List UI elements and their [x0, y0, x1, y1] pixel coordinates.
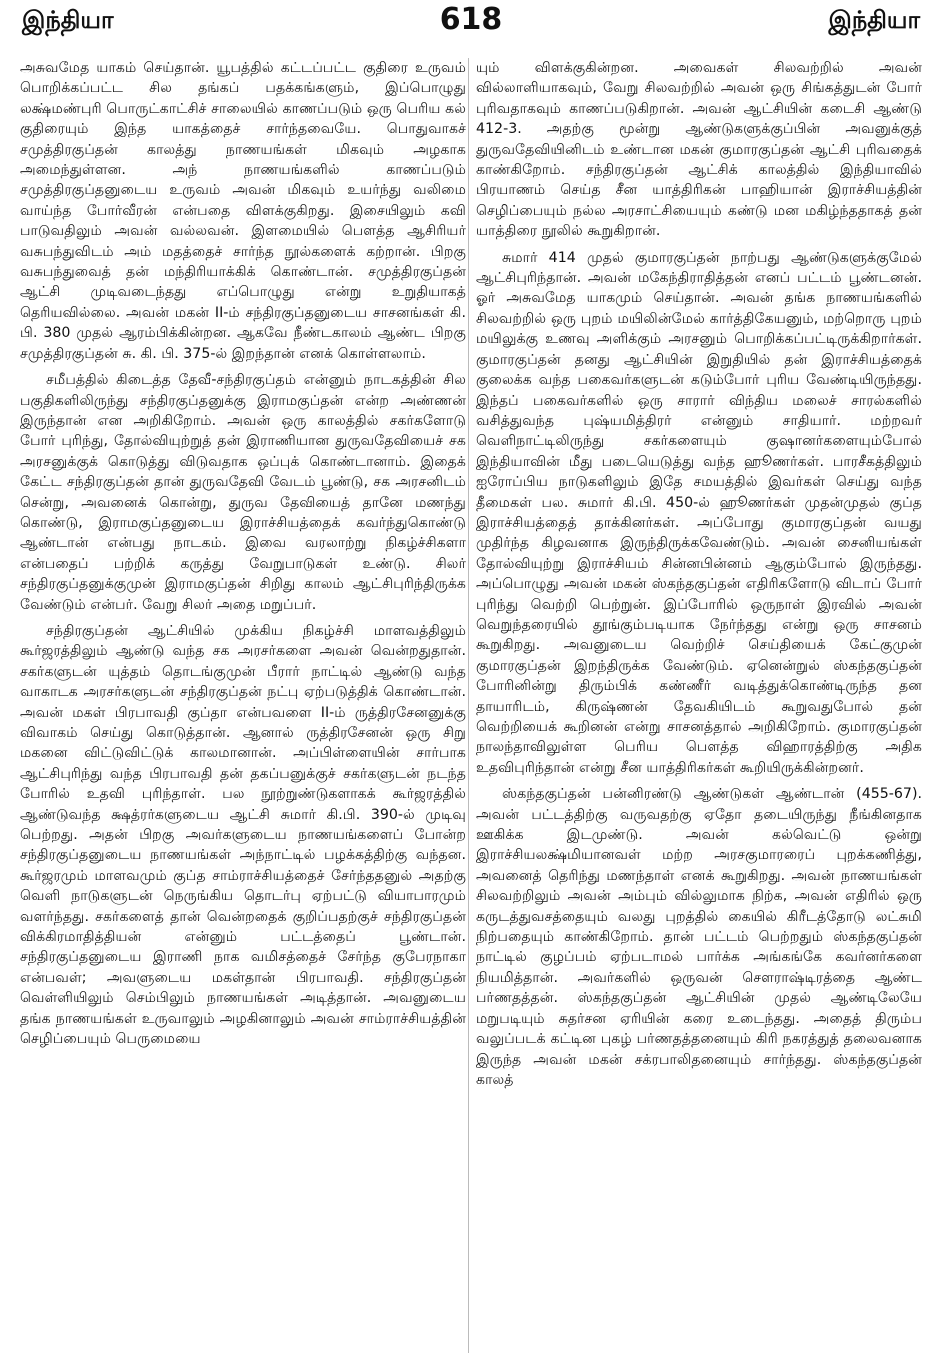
paragraph: சுமார் 414 முதல் குமாரகுப்தன் நாற்பது ஆண்டுகளுக்குமேல் ஆட்சிபுரிந்தான். அவன் மகேந்திராதித்தன் எனப் பட்டம் பூண்டனன். ஓர் அசுவமேத யாகமும் செய்தான். அவன் தங்க நாணயங்களில் சிலவற்றில் ஒரு புறம் மயிலின்மேல் கார்த்திகேயனும், மற்றொரு புறம் மயிலுக்கு உணவு அளிக்கும் அரசனும் பொறிக்கப்பட்டிருக்கிறார்கள். குமாரகுப்தன் தனது ஆட்சியின் இறுதியில் தன் இராச்சியத்தைக் குலைக்க வந்த பகைவர்களுடன் கடும்போர் புரிய வேண்டியிருந்தது. இந்தப் பகைவர்களில் ஒரு சாரார் விந்திய மலைச் சாரல்களில் வசித்துவந்த புஷ்யமித்திரர் என்னும் சாதியார். மற்றவர் வெளிநாட்டிலிருந்து சகர்களையும் குஷானர்களையும்போல் இந்தியாவின் மீது படையெடுத்து வந்த ஹூணர்கள். பாரசீகத்திலும் ஐரோப்பிய நாடுகளிலும் இதே சமயத்தில் இவர்கள் செய்து வந்த தீமைகள் பல. சுமார் கி.பி. 450-ல் ஹூணர்கள் முதன்முதல் குப்த இராச்சியத்தைத் தாக்கினர்கள். அப்போது குமாரகுப்தன் வயது முதிர்ந்த கிழவனாக இருந்திருக்கவேண்டும். அவன் சைனியங்கள் தோல்வியுற்று இராச்சியம் சின்னபின்னம் ஆகும்போல் இருந்தது. அப்பொழுது அவன் மகன் ஸ்கந்தகுப்தன் எதிரிகளோடு விடாப் போர் புரிந்து வெற்றி பெற்றுன். இப்போரில் ஒருநாள் இரவில் அவன் வெறுந்தரையில் தூங்கும்படியாக நேர்ந்தது என்று ஒரு சாசனம் கூறுகிறது. அவனுடைய வெற்றிச் செய்தியைக் கேட்குமுன் குமாரகுப்தன் இறந்திருக்க வேண்டும். ஏனென்றுல் ஸ்கந்தகுப்தன் போரினின்று திரும்பிக் கண்ணீர் வடித்துக்கொண்டிருந்த தன தாயாரிடம், கிருஷ்ணன் தேவகியிடம் கூறுவதுபோல் தன் வெற்றியைக் கூறினன் என்று சாசனத்தால் அறிகிறோம். குமாரகுப்தன் நாலந்தாவிலுள்ள பெரிய பௌத்த விஹாரத்திற்கு அதிக உதவிபுரிந்தான் என்று சீன யாத்திரிகர்கள் கூறியிருக்கின்றனர். — [476, 249, 922, 776]
running-head-right: இந்தியா — [828, 6, 920, 34]
paragraph: ஸ்கந்தகுப்தன் பன்னிரண்டு ஆண்டுகள் ஆண்டான் (455-67). அவன் பட்டத்திற்கு வருவதற்கு ஏதோ தடையிருந்து நீங்கினதாக ஊகிக்க இடமுண்டு. அவன் கல்வெட்டு ஒன்று இராச்சியலக்ஷ்மியானவள் மற்ற அரசகுமாரரைப் புறக்கணித்து, அவனைத் தெரிந்து மணந்தாள் எனக் கூறுகிறது. அவன் நாணயங்கள் சிலவற்றிலும் அவன் அம்பும் வில்லுமாக நிற்க, அவன் எதிரில் ஒரு கருடத்துவசத்தையும் வலது புறத்தில் கையில் கிரீடத்தோடு லட்சுமி நிற்பதையும் காண்கிறோம். தான் பட்டம் பெற்றதும் ஸ்கந்தகுப்தன் நாட்டில் குழப்பம் ஏற்படாமல் பார்க்க அங்கங்கே கவர்னர்களை நியமித்தான். அவர்களில் ஒருவன் சௌராஷ்டிரத்தை ஆண்ட பர்ணதத்தன். ஸ்கந்தகுப்தன் ஆட்சியின் முதல் ஆண்டிலேயே மறுபடியும் சுதர்சன ஏரியின் கரை உடைந்தது. அதைத் திரும்ப வலுப்படக் கட்டின புகழ் பர்ணதத்தனையும் கிரி நகரத்துத் தலைவனாக இருந்த அவன் மகன் சக்ரபாலிதனையும் சார்ந்தது. ஸ்கந்தகுப்தன் காலத் — [476, 786, 922, 1088]
left-column — [20, 58, 466, 1353]
right-column — [476, 58, 922, 1353]
paragraph: அசுவமேத யாகம் செய்தான். யூபத்தில் கட்டப்பட்ட குதிரை உருவம் பொறிக்கப்பட்ட சில தங்கப் பதக்கங்களும், இப்பொழுது லக்ஷ்மண்புரி பொருட்காட்சிச் சாலையில் காணப்படும் ஒரு பெரிய கல் குதிரையும் இந்த யாகத்தைச் சார்ந்தவையே. பொதுவாகச் சமுத்திரகுப்தன் காலத்து நாணயங்கள் மிகவும் அழகாக அமைந்துள்ளன. அந் நாணயங்களில் காணப்படும் சமுத்திரகுப்தனுடைய உருவம் அவன் மிகவும் உயர்ந்து வலிமை வாய்ந்த போர்வீரன் என்பதை விளக்குகிறது. இசையிலும் கவி பாடுவதிலும் அவன் வல்லவன். இளமையில் பௌத்த ஆசிரியர் வசுபந்துவிடம் அம் மதத்தைச் சார்ந்த நூல்களைக் கற்றான். பிறகு வசுபந்துவைத் தன் மந்திரியாக்கிக் கொண்டான். சமுத்திரகுப்தன் ஆட்சி முடிவடைந்தது எப்பொழுது என்று உறுதியாகத் தெரியவில்லை. அவன் மகன் II-ம் சந்திரகுப்தனுடைய சாசனங்கள் கி. பி. 380 முதல் ஆரம்பிக்கின்றன. ஆகவே நீண்டகாலம் ஆண்ட பிறகு சமுத்திரகுப்தன் சு. கி. பி. 375-ல் இறந்தான் எனக் கொள்ளலாம். — [20, 60, 466, 362]
page-number: 618 — [439, 2, 503, 37]
paragraph: சந்திரகுப்தன் ஆட்சியில் முக்கிய நிகழ்ச்சி மாளவத்திலும் கூர்ஜரத்திலும் ஆண்டு வந்த சக அரசர்களை அவன் வென்றதுதான். சகர்களுடன் யுத்தம் தொடங்குமுன் பீரார் நாட்டில் ஆண்டு வந்த வாகாடக அரசர்களுடன் சந்திரகுப்தன் நட்பு ஏற்படுத்திக் கொண்டான். அவன் மகள் பிரபாவதி குப்தா என்பவளை II-ம் ருத்திரசேனனுக்கு விவாகம் செய்து கொடுத்தான். ஆனால் ருத்திரசேனன் ஒரு சிறு மகனை விட்டுவிட்டுக் காலமானான். அப்பிள்ளையின் சார்பாக ஆட்சிபுரிந்து வந்த பிரபாவதி தன் தகப்பனுக்குச் சகர்களுடன் நடந்த போரில் உதவி புரிந்தாள். பல நூற்றுண்டுகளாகக் கூர்ஜரத்தில் ஆண்டுவந்த க்ஷத்ரர்களுடைய ஆட்சி சுமார் கி.பி. 390-ல் முடிவு பெற்றது. அதன் பிறகு அவர்களுடைய நாணயங்களைப் போன்ற சந்திரகுப்தனுடைய நாணயங்கள் அந்நாட்டில் பழக்கத்திற்கு வந்தன. கூர்ஜரமும் மாளவமும் குப்த சாம்ராச்சியத்தைச் சேர்ந்ததனுல் அதற்கு வெளி நாடுகளுடன் நெருங்கிய தொடர்பு ஏற்பட்டு வியாபாரமும் வளர்ந்தது. சகர்களைத் தான் வென்றதைக் குறிப்பதற்குச் சந்திரகுப்தன் விக்கிரமாதித்தியன் என்னும் பட்டத்தைப் பூண்டான். சந்திரகுப்தனுடைய இராணி நாக வமிசத்தைச் சேர்ந்த குபேரநாகா என்பவள்; அவளுடைய மகள்தான் பிரபாவதி. சந்திரகுப்தன் வெள்ளியிலும் செம்பிலும் நாணயங்கள் அடித்தான். அவனுடைய தங்க நாணயங்கள் உருவாலும் அழகினாலும் அவன் சாம்ராச்சியத்தின் செழிப்பையும் பெருமையை — [20, 622, 466, 1048]
column-divider — [468, 58, 469, 1353]
paragraph: யும் விளக்குகின்றன. அவைகள் சிலவற்றில் அவன் வில்லாளியாகவும், வேறு சிலவற்றில் அவன் ஒரு சிங்கத்துடன் போர் புரிவதாகவும் காணப்படுகிறான். அவன் ஆட்சியின் கடைசி ஆண்டு 412-3. அதற்கு மூன்று ஆண்டுகளுக்குப்பின் அவனுக்குத் துருவதேவியினிடம் உண்டான மகன் குமாரகுப்தன் ஆட்சி புரிவதைக் காண்கிறோம். சந்திரகுப்தன் ஆட்சிக் காலத்தில் இந்தியாவில் பிரயாணம் செய்த சீன யாத்திரிகன் பாஹியான் இராச்சியத்தின் செழிப்பையும் நல்ல அரசாட்சியையும் கண்டு மன மகிழ்ந்ததாகத் தன் யாத்திரை நூலில் கூறுகிறான். — [476, 60, 922, 240]
running-head-left: இந்தியா — [22, 6, 114, 34]
page-header — [0, 0, 942, 46]
paragraph: சமீபத்தில் கிடைத்த தேவீ-சந்திரகுப்தம் என்னும் நாடகத்தின் சில பகுதிகளிலிருந்து சந்திரகுப்தனுக்கு இராமகுப்தன் என்ற அண்ணன் இருந்தான் என அறிகிறோம். அவன் ஒரு காலத்தில் சகர்களோடு போர் புரிந்து, தோல்வியுற்றுத் தன் இராணியான துருவதேவியைச் சக அரசனுக்குக் கொடுத்து விடுவதாக ஒப்புக் கொண்டானாம். இதைக் கேட்ட சந்திரகுப்தன் தான் துருவதேவி வேடம் பூண்டு, சக அரசனிடம் சென்று, அவனைக் கொன்று, துருவ தேவியைத் தானே மணந்து கொண்டு, இராமகுப்தனுடைய இராச்சியத்தைக் கவர்ந்துகொண்டு ஆண்டான் என்பது நாடகம். இவை வரலாற்று நிகழ்ச்சிகளா என்பதைப் பற்றிக் கருத்து வேறுபாடுகள் உண்டு. சிலர் சந்திரகுப்தனுக்குமுன் இராமகுப்தன் சிறிது காலம் ஆட்சிபுரிந்திருக்க வேண்டும் என்பர். வேறு சிலர் அதை மறுப்பர். — [20, 372, 466, 613]
